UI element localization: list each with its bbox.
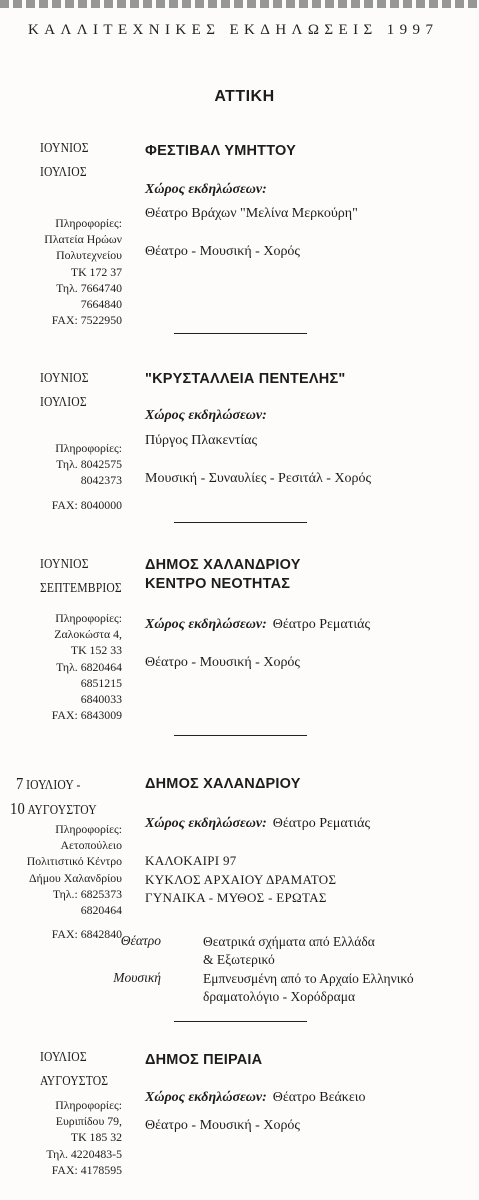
header-cropped-letters xyxy=(0,0,479,8)
row-line: δραματολόγιο - Χορόδραμα xyxy=(203,988,356,1004)
event-title xyxy=(145,556,301,594)
event-title: ΦΕΣΤΙΒΑΛ ΥΜΗΤΤΟΥ xyxy=(145,143,296,159)
info-line: ΤΚ 152 33 xyxy=(70,643,122,658)
info-line: Πληροφορίες: xyxy=(55,216,122,230)
info-line: 6851215 xyxy=(80,675,122,690)
info-line: Πληροφορίες: xyxy=(55,611,122,625)
page-header xyxy=(0,0,479,58)
info-line: Πληροφορίες: xyxy=(55,1098,122,1112)
event-row-value xyxy=(203,970,414,1005)
event-contact-info xyxy=(46,1097,122,1178)
event-venue xyxy=(145,816,370,832)
event-month-start: ΙΟΥΛΙΟΣ xyxy=(40,1049,87,1064)
event-contact-info xyxy=(27,821,122,942)
info-line: Τηλ. 4220483-5 xyxy=(46,1146,122,1161)
venue-value: Θέατρο Βεάκειο xyxy=(272,1090,366,1105)
info-line: FAX: 6843009 xyxy=(51,708,122,723)
date-month: ΙΟΥΛΙΟΥ - xyxy=(26,777,81,792)
event-month-start: ΙΟΥΝΙΟΣ xyxy=(40,140,89,155)
info-line: ΤΚ 172 37 xyxy=(70,264,122,279)
event-venue-value: Θέατρο Βράχων "Μελίνα Μερκούρη" xyxy=(145,206,358,221)
info-line: Δήμου Χαλανδρίου xyxy=(28,870,122,885)
row-line: & Εξωτερικό xyxy=(203,951,275,967)
event-date-end xyxy=(10,799,97,819)
event-contact-info xyxy=(52,610,122,723)
event-title: ΔΗΜΟΣ ΧΑΛΑΝΔΡΙΟΥ xyxy=(145,776,301,792)
event-venue xyxy=(145,617,370,633)
info-line: ΤΚ 185 32 xyxy=(70,1130,122,1145)
info-line: 6820464 xyxy=(80,903,122,918)
event-month-start: ΙΟΥΝΙΟΣ xyxy=(40,370,89,385)
row-line: Θεατρικά σχήματα από Ελλάδα xyxy=(203,934,375,949)
venue-label: Χώρος εκδηλώσεων: xyxy=(145,617,267,632)
event-month-end: ΙΟΥΛΙΟΣ xyxy=(40,164,87,179)
info-line: 7664840 xyxy=(80,297,122,312)
event-month-end: ΑΥΓΟΥΣΤΟΣ xyxy=(40,1073,109,1088)
info-line: Πλατεία Ηρώων xyxy=(44,232,122,247)
info-line: FAX: 4178595 xyxy=(51,1162,122,1177)
info-line: Πληροφορίες: xyxy=(55,822,122,836)
info-line: Τηλ. 7664740 xyxy=(56,280,122,295)
title-line: ΚΕΝΤΡΟ ΝΕΟΤΗΤΑΣ xyxy=(145,576,291,592)
event-row-label: Μουσική xyxy=(113,970,161,985)
info-line: 8042373 xyxy=(80,473,122,488)
divider-rule xyxy=(174,735,307,736)
venue-label: Χώρος εκδηλώσεων: xyxy=(145,816,267,831)
info-line: Αετοπούλειο xyxy=(60,838,122,853)
info-line: FAX: 7522950 xyxy=(51,313,122,328)
event-month-end: ΣΕΠΤΕΜΒΡΙΟΣ xyxy=(40,580,122,595)
event-date-start xyxy=(16,774,81,794)
event-venue-value: Πύργος Πλακεντίας xyxy=(145,433,258,448)
info-line: Πολιτιστικό Κέντρο xyxy=(26,854,122,869)
date-day: 7 xyxy=(16,774,24,793)
event-contact-info xyxy=(52,440,122,513)
date-month: ΑΥΓΟΥΣΤΟΥ xyxy=(27,802,97,817)
event-program: Θέατρο - Μουσική - Χορός xyxy=(145,655,300,670)
event-program: Θέατρο - Μουσική - Χορός xyxy=(145,1118,300,1133)
event-venue xyxy=(145,182,273,198)
event-month-end: ΙΟΥΛΙΟΣ xyxy=(40,394,87,409)
subtitle-line: ΓΥΝΑΙΚΑ - ΜΥΘΟΣ - ΕΡΩΤΑΣ xyxy=(145,890,327,905)
event-program: Θέατρο - Μουσική - Χορός xyxy=(145,244,300,259)
venue-label: Χώρος εκδηλώσεων: xyxy=(145,408,267,423)
info-line: Τηλ. 6820464 xyxy=(56,659,122,674)
venue-value: Θέατρο Ρεματιάς xyxy=(272,816,371,831)
event-program: Μουσική - Συναυλίες - Ρεσιτάλ - Χορός xyxy=(145,471,372,486)
date-day: 10 xyxy=(10,799,25,818)
venue-label: Χώρος εκδηλώσεων: xyxy=(145,182,267,197)
event-row-label: Θέατρο xyxy=(120,933,161,948)
info-line: Ζαλοκώστα 4, xyxy=(54,627,122,642)
info-line: Ευριπίδου 79, xyxy=(55,1114,122,1129)
title-line: ΔΗΜΟΣ ΧΑΛΑΝΔΡΙΟΥ xyxy=(145,557,301,573)
info-line: FAX: 8040000 xyxy=(51,497,122,512)
subtitle-line: ΚΑΛΟΚΑΙΡΙ 97 xyxy=(145,853,237,868)
info-line: Τηλ. 8042575 xyxy=(56,457,122,472)
page-header-title: ΚΑΛΛΙΤΕΧΝΙΚΕΣ ΕΚΔΗΛΩΣΕΙΣ 1997 xyxy=(28,22,439,38)
divider-rule xyxy=(174,1021,307,1022)
divider-rule xyxy=(174,333,307,334)
event-venue xyxy=(145,1090,366,1106)
info-line: 6840033 xyxy=(80,692,122,707)
info-line: FAX: 6842840 xyxy=(51,927,122,942)
event-title: ΔΗΜΟΣ ΠΕΙΡΑΙΑ xyxy=(145,1052,263,1068)
subtitle-line: ΚΥΚΛΟΣ ΑΡΧΑΙΟΥ ΔΡΑΜΑΤΟΣ xyxy=(145,871,337,887)
event-row-value xyxy=(203,933,375,968)
event-subtitle xyxy=(145,852,336,908)
info-line: Πληροφορίες: xyxy=(55,441,122,455)
event-venue xyxy=(145,408,273,424)
row-line: Εμπνευσμένη από το Αρχαίο Ελληνικό xyxy=(203,971,414,986)
event-title: "ΚΡΥΣΤΑΛΛΕΙΑ ΠΕΝΤΕΛΗΣ" xyxy=(145,371,346,387)
venue-value: Θέατρο Ρεματιάς xyxy=(272,617,371,632)
event-contact-info xyxy=(44,215,122,328)
info-line: Τηλ.: 6825373 xyxy=(52,886,122,901)
divider-rule xyxy=(174,522,307,523)
info-line: Πολυτεχνείου xyxy=(56,248,122,263)
region-heading: ΑΤΤΙΚΗ xyxy=(214,88,275,105)
venue-label: Χώρος εκδηλώσεων: xyxy=(145,1090,267,1105)
event-month-start: ΙΟΥΝΙΟΣ xyxy=(40,556,89,571)
